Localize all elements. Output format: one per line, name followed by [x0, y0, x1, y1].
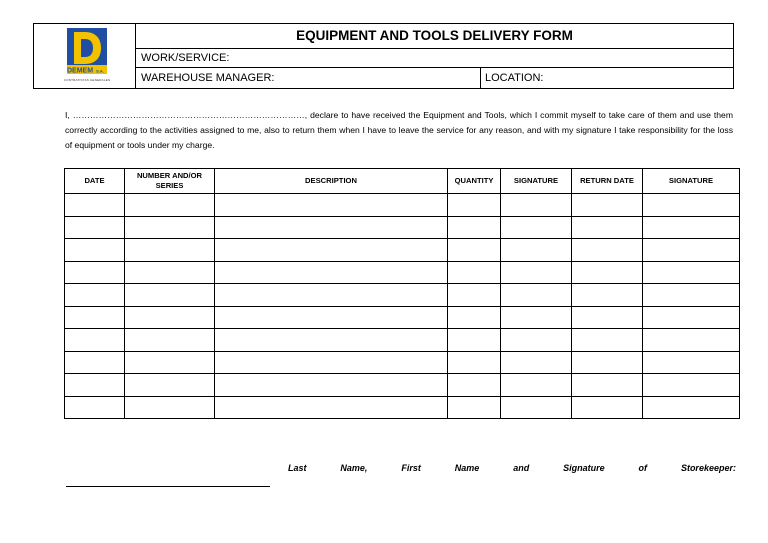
table-cell[interactable]: [125, 194, 215, 217]
table-cell[interactable]: [125, 261, 215, 284]
table-cell[interactable]: [215, 284, 448, 307]
table-cell[interactable]: [448, 261, 501, 284]
table-row: [65, 306, 740, 329]
table-cell[interactable]: [215, 261, 448, 284]
warehouse-manager-field[interactable]: WAREHOUSE MANAGER:: [136, 68, 481, 88]
table-cell[interactable]: [572, 374, 643, 397]
table-cell[interactable]: [65, 239, 125, 262]
table-cell[interactable]: [643, 261, 740, 284]
table-cell[interactable]: [501, 261, 572, 284]
table-cell[interactable]: [501, 374, 572, 397]
footer-word: Signature: [563, 463, 605, 473]
table-cell[interactable]: [125, 306, 215, 329]
table-cell[interactable]: [125, 329, 215, 352]
table-cell[interactable]: [125, 239, 215, 262]
table-cell[interactable]: [501, 239, 572, 262]
footer-word: First: [401, 463, 421, 473]
logo-suffix-text: S.A.: [96, 68, 104, 74]
table-cell[interactable]: [125, 351, 215, 374]
storekeeper-signature-line[interactable]: [66, 486, 270, 487]
table-header-row: [65, 169, 740, 194]
table-cell[interactable]: [215, 329, 448, 352]
footer-word: and: [513, 463, 530, 473]
col-return-date-header: RETURN DATE: [572, 169, 643, 194]
col-quantity-header: QUANTITY: [448, 169, 501, 194]
footer-word: Name,: [340, 463, 368, 473]
table-cell[interactable]: [65, 351, 125, 374]
table-cell[interactable]: [643, 329, 740, 352]
table-cell[interactable]: [215, 194, 448, 217]
table-cell[interactable]: [448, 284, 501, 307]
table-row: [65, 351, 740, 374]
table-cell[interactable]: [643, 216, 740, 239]
logo-cell: [34, 24, 136, 88]
table-cell[interactable]: [572, 351, 643, 374]
table-cell[interactable]: [65, 194, 125, 217]
table-cell[interactable]: [125, 396, 215, 419]
table-cell[interactable]: [572, 396, 643, 419]
company-logo: [67, 28, 107, 74]
table-cell[interactable]: [501, 351, 572, 374]
table-cell[interactable]: [572, 216, 643, 239]
footer-word: Name: [454, 463, 480, 473]
table-cell[interactable]: [65, 374, 125, 397]
work-service-field[interactable]: WORK/SERVICE:: [136, 49, 733, 68]
table-cell[interactable]: [65, 284, 125, 307]
table-cell[interactable]: [215, 351, 448, 374]
form-title: EQUIPMENT AND TOOLS DELIVERY FORM: [136, 24, 733, 49]
location-field[interactable]: LOCATION:: [485, 72, 544, 84]
table-cell[interactable]: [65, 261, 125, 284]
logo-brand-text: DEMEM: [67, 67, 94, 74]
table-cell[interactable]: [643, 396, 740, 419]
footer-word: of: [638, 463, 648, 473]
table-row: [65, 284, 740, 307]
col-number-series-header: NUMBER AND/OR SERIES: [125, 169, 215, 194]
table-cell[interactable]: [643, 284, 740, 307]
table-cell[interactable]: [448, 374, 501, 397]
table-cell[interactable]: [448, 306, 501, 329]
col-description-header: DESCRIPTION: [215, 169, 448, 194]
form-header: [33, 23, 734, 89]
table-cell[interactable]: [215, 239, 448, 262]
table-cell[interactable]: [448, 329, 501, 352]
table-cell[interactable]: [448, 396, 501, 419]
table-cell[interactable]: [572, 329, 643, 352]
table-cell[interactable]: [572, 261, 643, 284]
table-row: [65, 261, 740, 284]
storekeeper-signature-label: [288, 463, 736, 473]
declaration-text: I, ………………………………………………………………………, declare to have received the Equipment and Tools, which I commit myself to take care of them and use them correctly according to the activities assigned to me, also to return them when I have to leave the service for any reason, and with my signature I take responsibility for the loss of equipment or tools under my charge.: [65, 110, 733, 150]
table-cell[interactable]: [125, 284, 215, 307]
table-cell[interactable]: [215, 396, 448, 419]
table-cell[interactable]: [501, 194, 572, 217]
footer-word: Storekeeper:: [680, 463, 736, 473]
logo-caption: CONTRATISTAS GENERALES: [63, 78, 111, 82]
footer-word: Last: [288, 463, 307, 473]
table-cell[interactable]: [643, 239, 740, 262]
table-row: [65, 239, 740, 262]
table-cell[interactable]: [65, 306, 125, 329]
table-cell[interactable]: [643, 351, 740, 374]
table-body: [65, 194, 740, 419]
table-row: [65, 194, 740, 217]
table-cell[interactable]: [501, 306, 572, 329]
table-cell[interactable]: [572, 194, 643, 217]
table-cell[interactable]: [65, 396, 125, 419]
table-cell[interactable]: [643, 306, 740, 329]
table-cell[interactable]: [215, 306, 448, 329]
table-cell[interactable]: [572, 306, 643, 329]
table-row: [65, 374, 740, 397]
table-cell[interactable]: [215, 374, 448, 397]
table-cell[interactable]: [448, 351, 501, 374]
table-cell[interactable]: [501, 284, 572, 307]
table-cell[interactable]: [125, 216, 215, 239]
table-cell[interactable]: [501, 396, 572, 419]
table-cell[interactable]: [572, 239, 643, 262]
table-cell[interactable]: [501, 216, 572, 239]
table-cell[interactable]: [643, 374, 740, 397]
table-cell[interactable]: [448, 239, 501, 262]
delivery-table: [64, 168, 740, 419]
table-cell[interactable]: [448, 194, 501, 217]
table-cell[interactable]: [643, 194, 740, 217]
col-return-signature-header: SIGNATURE: [643, 169, 740, 194]
table-cell[interactable]: [65, 216, 125, 239]
table-cell[interactable]: [572, 284, 643, 307]
table-row: [65, 396, 740, 419]
table-cell[interactable]: [501, 329, 572, 352]
table-cell[interactable]: [125, 374, 215, 397]
table-cell[interactable]: [65, 329, 125, 352]
table-cell[interactable]: [448, 216, 501, 239]
table-cell[interactable]: [215, 216, 448, 239]
col-date-header: DATE: [65, 169, 125, 194]
table-row: [65, 216, 740, 239]
col-signature-header: SIGNATURE: [501, 169, 572, 194]
table-row: [65, 329, 740, 352]
